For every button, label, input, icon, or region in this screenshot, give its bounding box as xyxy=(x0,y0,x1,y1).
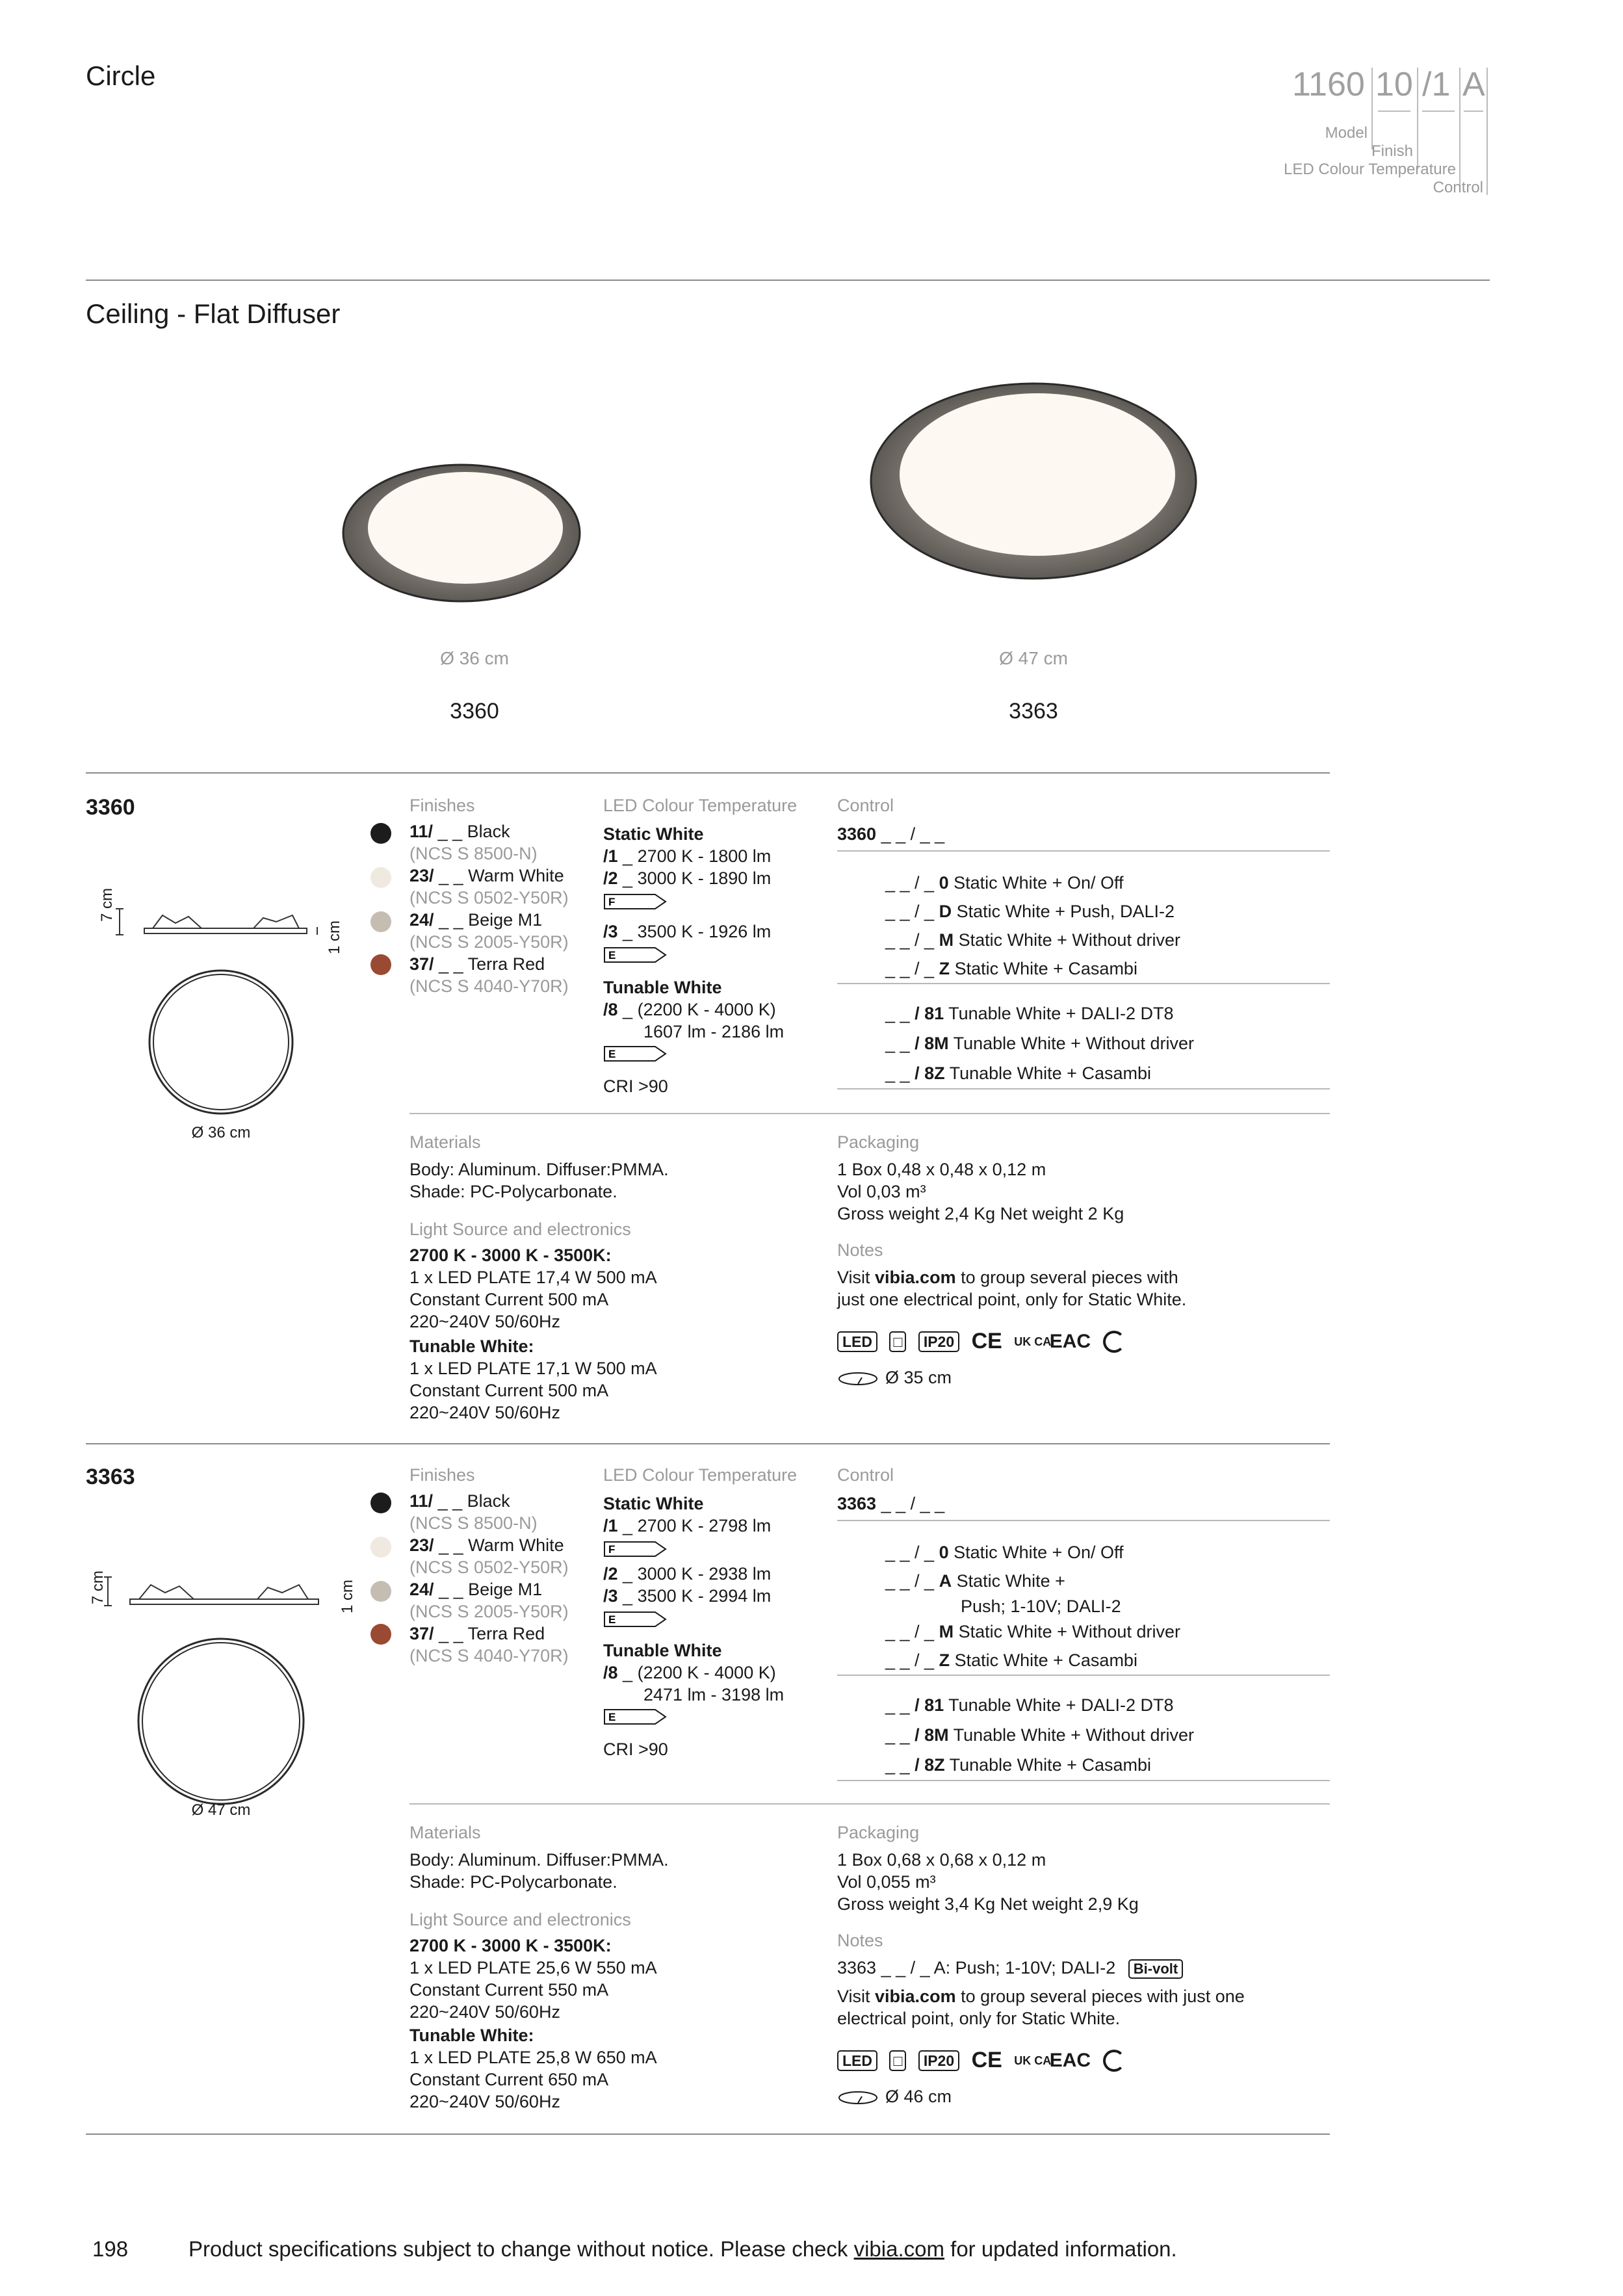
legend-label-finish: Finish xyxy=(1371,142,1413,160)
finish-ncs: (NCS S 8500-N) xyxy=(409,1513,538,1533)
swatch-beige xyxy=(370,1581,391,1602)
materials-line: Body: Aluminum. Diffuser:PMMA. xyxy=(409,1160,669,1179)
depth-dimension: 1 cm xyxy=(326,920,343,954)
static-row: /2 _ 3000 K - 2938 lm xyxy=(603,1564,772,1584)
light-tunable-title: Tunable White: xyxy=(409,1337,534,1356)
depth-dimension: 1 cm xyxy=(339,1579,356,1613)
control-option: _ _ / _ D Static White + Push, DALI-2 xyxy=(885,902,1175,921)
cutout-info xyxy=(837,1366,952,1389)
swatch-black xyxy=(370,823,391,844)
led-badge: LED xyxy=(837,2050,877,2071)
tunable-white-title: Tunable White xyxy=(603,1641,722,1660)
packaging-lines: 1 Box 0,48 x 0,48 x 0,12 m Vol 0,03 m³ Gross weight 2,4 Kg Net weight 2 Kg xyxy=(837,1160,1124,1223)
ukca-icon: UK CA xyxy=(1014,1335,1052,1348)
control-option: _ _ / _ Z Static White + Casambi xyxy=(885,1650,1137,1670)
height-dimension: 7 cm xyxy=(98,887,116,922)
light-tunable-lines: 1 x LED PLATE 17,1 W 500 mA Constant Current 500 mA 220~240V 50/60Hz xyxy=(409,1359,657,1422)
class-ii-icon: □ xyxy=(889,2050,906,2071)
control-static-list xyxy=(885,1538,1180,1675)
certification-badges xyxy=(837,1329,1125,1354)
finishes-list xyxy=(370,1490,604,1672)
diameter-label: Ø 36 cm xyxy=(191,1124,251,1141)
ip20-badge: IP20 xyxy=(918,1331,959,1352)
svg-text:E: E xyxy=(608,1711,616,1723)
code-part-finish: 10 xyxy=(1375,66,1413,103)
notes-extra: 3363 _ _ / _ A: Push; 1-10V; DALI-2 Bi-volt xyxy=(837,1957,1183,1979)
code-legend xyxy=(1274,65,1488,195)
bi-volt-badge: Bi-volt xyxy=(1128,1959,1183,1979)
control-option: _ _ / _ Z Static White + Casambi xyxy=(885,959,1137,978)
energy-label-icon xyxy=(603,1045,668,1062)
cutout-info xyxy=(837,2085,952,2107)
hero-model: 3363 xyxy=(1009,699,1058,724)
product-model: 3360 xyxy=(86,795,135,820)
top-view-drawing xyxy=(135,1636,307,1807)
finishes-title: Finishes xyxy=(409,796,475,815)
svg-text:E: E xyxy=(608,949,616,961)
packaging-lines: 1 Box 0,68 x 0,68 x 0,12 m Vol 0,055 m³ Gross weight 3,4 Kg Net weight 2,9 Kg xyxy=(837,1850,1139,1914)
finish-item: 11/ _ _ Black xyxy=(409,1491,510,1511)
side-profile-drawing xyxy=(84,1565,331,1624)
swatch-warm-white xyxy=(370,1537,391,1558)
light-tunable-lines: 1 x LED PLATE 25,8 W 650 mA Constant Current 650 mA 220~240V 50/60Hz xyxy=(409,2048,657,2111)
swatch-warm-white xyxy=(370,867,391,888)
diameter-label: Ø 47 cm xyxy=(191,1801,251,1819)
static-row: /3 _ 3500 K - 1926 lm xyxy=(603,922,772,941)
finish-ncs: (NCS S 8500-N) xyxy=(409,844,538,863)
finish-ncs: (NCS S 0502-Y50R) xyxy=(409,888,569,907)
energy-label-icon xyxy=(603,946,668,963)
finish-ncs: (NCS S 0502-Y50R) xyxy=(409,1558,569,1577)
light-static-title: 2700 K - 3000 K - 3500K: xyxy=(409,1246,612,1265)
cutout-diameter: Ø 46 cm xyxy=(885,2087,952,2106)
materials-title: Materials xyxy=(409,1132,481,1152)
control-option: _ _ / _ A Static White + xyxy=(885,1571,1065,1591)
divider xyxy=(86,280,1490,281)
svg-text:E: E xyxy=(608,1613,616,1626)
control-option: _ _ / _ 0 Static White + On/ Off xyxy=(885,873,1124,893)
vibia-link[interactable]: vibia.com xyxy=(875,1987,956,2006)
light-static-lines: 1 x LED PLATE 25,6 W 550 mA Constant Current 550 mA 220~240V 50/60Hz xyxy=(409,1958,657,2022)
cutout-diameter: Ø 35 cm xyxy=(885,1368,952,1387)
swatch-terra-red xyxy=(370,1624,391,1645)
static-row: /1 _ 2700 K - 2798 lm xyxy=(603,1516,772,1535)
finish-ncs: (NCS S 4040-Y70R) xyxy=(409,976,569,996)
swatch-beige xyxy=(370,911,391,932)
materials-line: Shade: PC-Polycarbonate. xyxy=(409,1872,617,1892)
finish-item: 37/ _ _ Terra Red xyxy=(409,1624,545,1643)
energy-label-icon xyxy=(603,1611,668,1628)
light-static-title: 2700 K - 3000 K - 3500K: xyxy=(409,1936,612,1955)
svg-text:F: F xyxy=(608,896,616,908)
rohs-icon xyxy=(1103,2050,1125,2072)
control-option: _ _ / _ M Static White + Without driver xyxy=(885,1622,1180,1641)
code-part-model: 1160 xyxy=(1292,66,1365,103)
page-title: Circle xyxy=(86,60,156,91)
light-tunable-title: Tunable White: xyxy=(409,2026,534,2045)
hero-model: 3360 xyxy=(450,699,499,724)
notes-text: electrical point, only for Static White. xyxy=(837,2009,1121,2028)
materials-line: Shade: PC-Polycarbonate. xyxy=(409,1182,617,1201)
vibia-link[interactable]: vibia.com xyxy=(875,1268,956,1287)
legend-label-model: Model xyxy=(1325,124,1368,142)
energy-label-icon xyxy=(603,1708,668,1725)
control-option: _ _ / 81 Tunable White + DALI-2 DT8 xyxy=(885,1004,1174,1023)
eac-icon: EAC xyxy=(1049,1330,1091,1352)
eac-icon: EAC xyxy=(1049,2049,1091,2071)
swatch-terra-red xyxy=(370,954,391,975)
control-option-cont: Push; 1-10V; DALI-2 xyxy=(961,1597,1121,1616)
finish-item: 24/ _ _ Beige M1 xyxy=(409,910,543,930)
static-row: /2 _ 3000 K - 1890 lm xyxy=(603,868,772,888)
finish-item: 24/ _ _ Beige M1 xyxy=(409,1580,543,1599)
ip20-badge: IP20 xyxy=(918,2050,959,2071)
tunable-row: /8 _ (2200 K - 4000 K) xyxy=(603,1000,776,1019)
energy-label-icon xyxy=(603,893,668,910)
control-option: _ _ / _ 0 Static White + On/ Off xyxy=(885,1543,1124,1562)
side-profile-drawing xyxy=(97,896,331,954)
packaging-title: Packaging xyxy=(837,1132,920,1152)
finish-item: 11/ _ _ Black xyxy=(409,822,510,841)
tunable-white-title: Tunable White xyxy=(603,978,722,997)
finish-item: 23/ _ _ Warm White xyxy=(409,866,564,885)
finish-ncs: (NCS S 2005-Y50R) xyxy=(409,1602,569,1621)
led-badge: LED xyxy=(837,1331,877,1352)
cri-value: CRI >90 xyxy=(603,1076,668,1096)
hero-diameter: Ø 47 cm xyxy=(999,648,1068,668)
ce-icon: CE xyxy=(971,2048,1002,2072)
control-static-list xyxy=(885,868,1180,983)
footer-vibia-link[interactable]: vibia.com xyxy=(853,2237,944,2261)
energy-label-icon xyxy=(603,1541,668,1558)
ukca-icon: UK CA xyxy=(1014,2054,1052,2067)
footer-disclaimer: Product specifications subject to change without notice. Please check vibia.com for updated information. xyxy=(188,2237,1177,2261)
page-number: 198 xyxy=(92,2237,129,2261)
product-model: 3363 xyxy=(86,1465,135,1489)
lamp-3360-image xyxy=(338,455,585,618)
notes-text: just one electrical point, only for Static White. xyxy=(837,1290,1187,1309)
finish-item: 37/ _ _ Terra Red xyxy=(409,954,545,974)
static-white-title: Static White xyxy=(603,1494,704,1513)
notes-title: Notes xyxy=(837,1240,883,1260)
light-source-title: Light Source and electronics xyxy=(409,1910,631,1929)
legend-label-led: LED Colour Temperature xyxy=(1283,161,1456,178)
packaging-title: Packaging xyxy=(837,1823,920,1842)
control-tunable-list xyxy=(885,1690,1194,1780)
code-part-control: A xyxy=(1462,66,1485,103)
static-row: /1 _ 2700 K - 1800 lm xyxy=(603,846,772,866)
top-view-drawing xyxy=(146,967,296,1117)
control-option: _ _ / 8Z Tunable White + Casambi xyxy=(885,1755,1151,1775)
finish-ncs: (NCS S 4040-Y70R) xyxy=(409,1646,569,1665)
control-option: _ _ / 8M Tunable White + Without driver xyxy=(885,1034,1194,1053)
notes-text: Visit vibia.com to group several pieces with xyxy=(837,1268,1178,1287)
code-part-led: /1 xyxy=(1422,66,1451,103)
control-tunable-list xyxy=(885,998,1194,1088)
rohs-icon xyxy=(1103,1331,1125,1353)
notes-text: Visit vibia.com to group several pieces with just one xyxy=(837,1987,1245,2006)
svg-text:F: F xyxy=(608,1543,616,1556)
control-option: _ _ / 81 Tunable White + DALI-2 DT8 xyxy=(885,1695,1174,1715)
light-static-lines: 1 x LED PLATE 17,4 W 500 mA Constant Current 500 mA 220~240V 50/60Hz xyxy=(409,1268,657,1331)
materials-line: Body: Aluminum. Diffuser:PMMA. xyxy=(409,1850,669,1870)
tunable-lumen: 1607 lm - 2186 lm xyxy=(643,1022,785,1041)
led-title: LED Colour Temperature xyxy=(603,796,798,815)
certification-badges xyxy=(837,2048,1125,2073)
control-option: _ _ / 8Z Tunable White + Casambi xyxy=(885,1063,1151,1083)
hero-diameter: Ø 36 cm xyxy=(440,648,509,668)
light-source-title: Light Source and electronics xyxy=(409,1220,631,1239)
tunable-lumen: 2471 lm - 3198 lm xyxy=(643,1685,785,1704)
static-white-title: Static White xyxy=(603,824,704,844)
height-dimension: 7 cm xyxy=(89,1570,107,1604)
led-title: LED Colour Temperature xyxy=(603,1465,798,1485)
control-code: 3360 _ _ / _ _ xyxy=(837,824,945,844)
tunable-row: /8 _ (2200 K - 4000 K) xyxy=(603,1663,776,1682)
control-title: Control xyxy=(837,796,894,815)
section-title: Ceiling - Flat Diffuser xyxy=(86,298,341,329)
finish-item: 23/ _ _ Warm White xyxy=(409,1535,564,1555)
cri-value: CRI >90 xyxy=(603,1740,668,1759)
ce-icon: CE xyxy=(971,1329,1002,1353)
lamp-3363-image xyxy=(864,371,1202,592)
finishes-title: Finishes xyxy=(409,1465,475,1485)
control-code: 3363 _ _ / _ _ xyxy=(837,1494,945,1513)
cutout-icon xyxy=(837,2090,879,2106)
class-ii-icon: □ xyxy=(889,1331,906,1352)
swatch-black xyxy=(370,1493,391,1513)
materials-title: Materials xyxy=(409,1823,481,1842)
notes-title: Notes xyxy=(837,1931,883,1950)
cutout-icon xyxy=(837,1371,879,1387)
legend-label-control: Control xyxy=(1433,179,1483,196)
control-title: Control xyxy=(837,1465,894,1485)
control-option: _ _ / _ M Static White + Without driver xyxy=(885,930,1180,950)
finish-ncs: (NCS S 2005-Y50R) xyxy=(409,932,569,952)
static-row: /3 _ 3500 K - 2994 lm xyxy=(603,1586,772,1606)
finishes-list xyxy=(370,820,604,1002)
control-option: _ _ / 8M Tunable White + Without driver xyxy=(885,1725,1194,1745)
svg-text:E: E xyxy=(608,1048,616,1060)
